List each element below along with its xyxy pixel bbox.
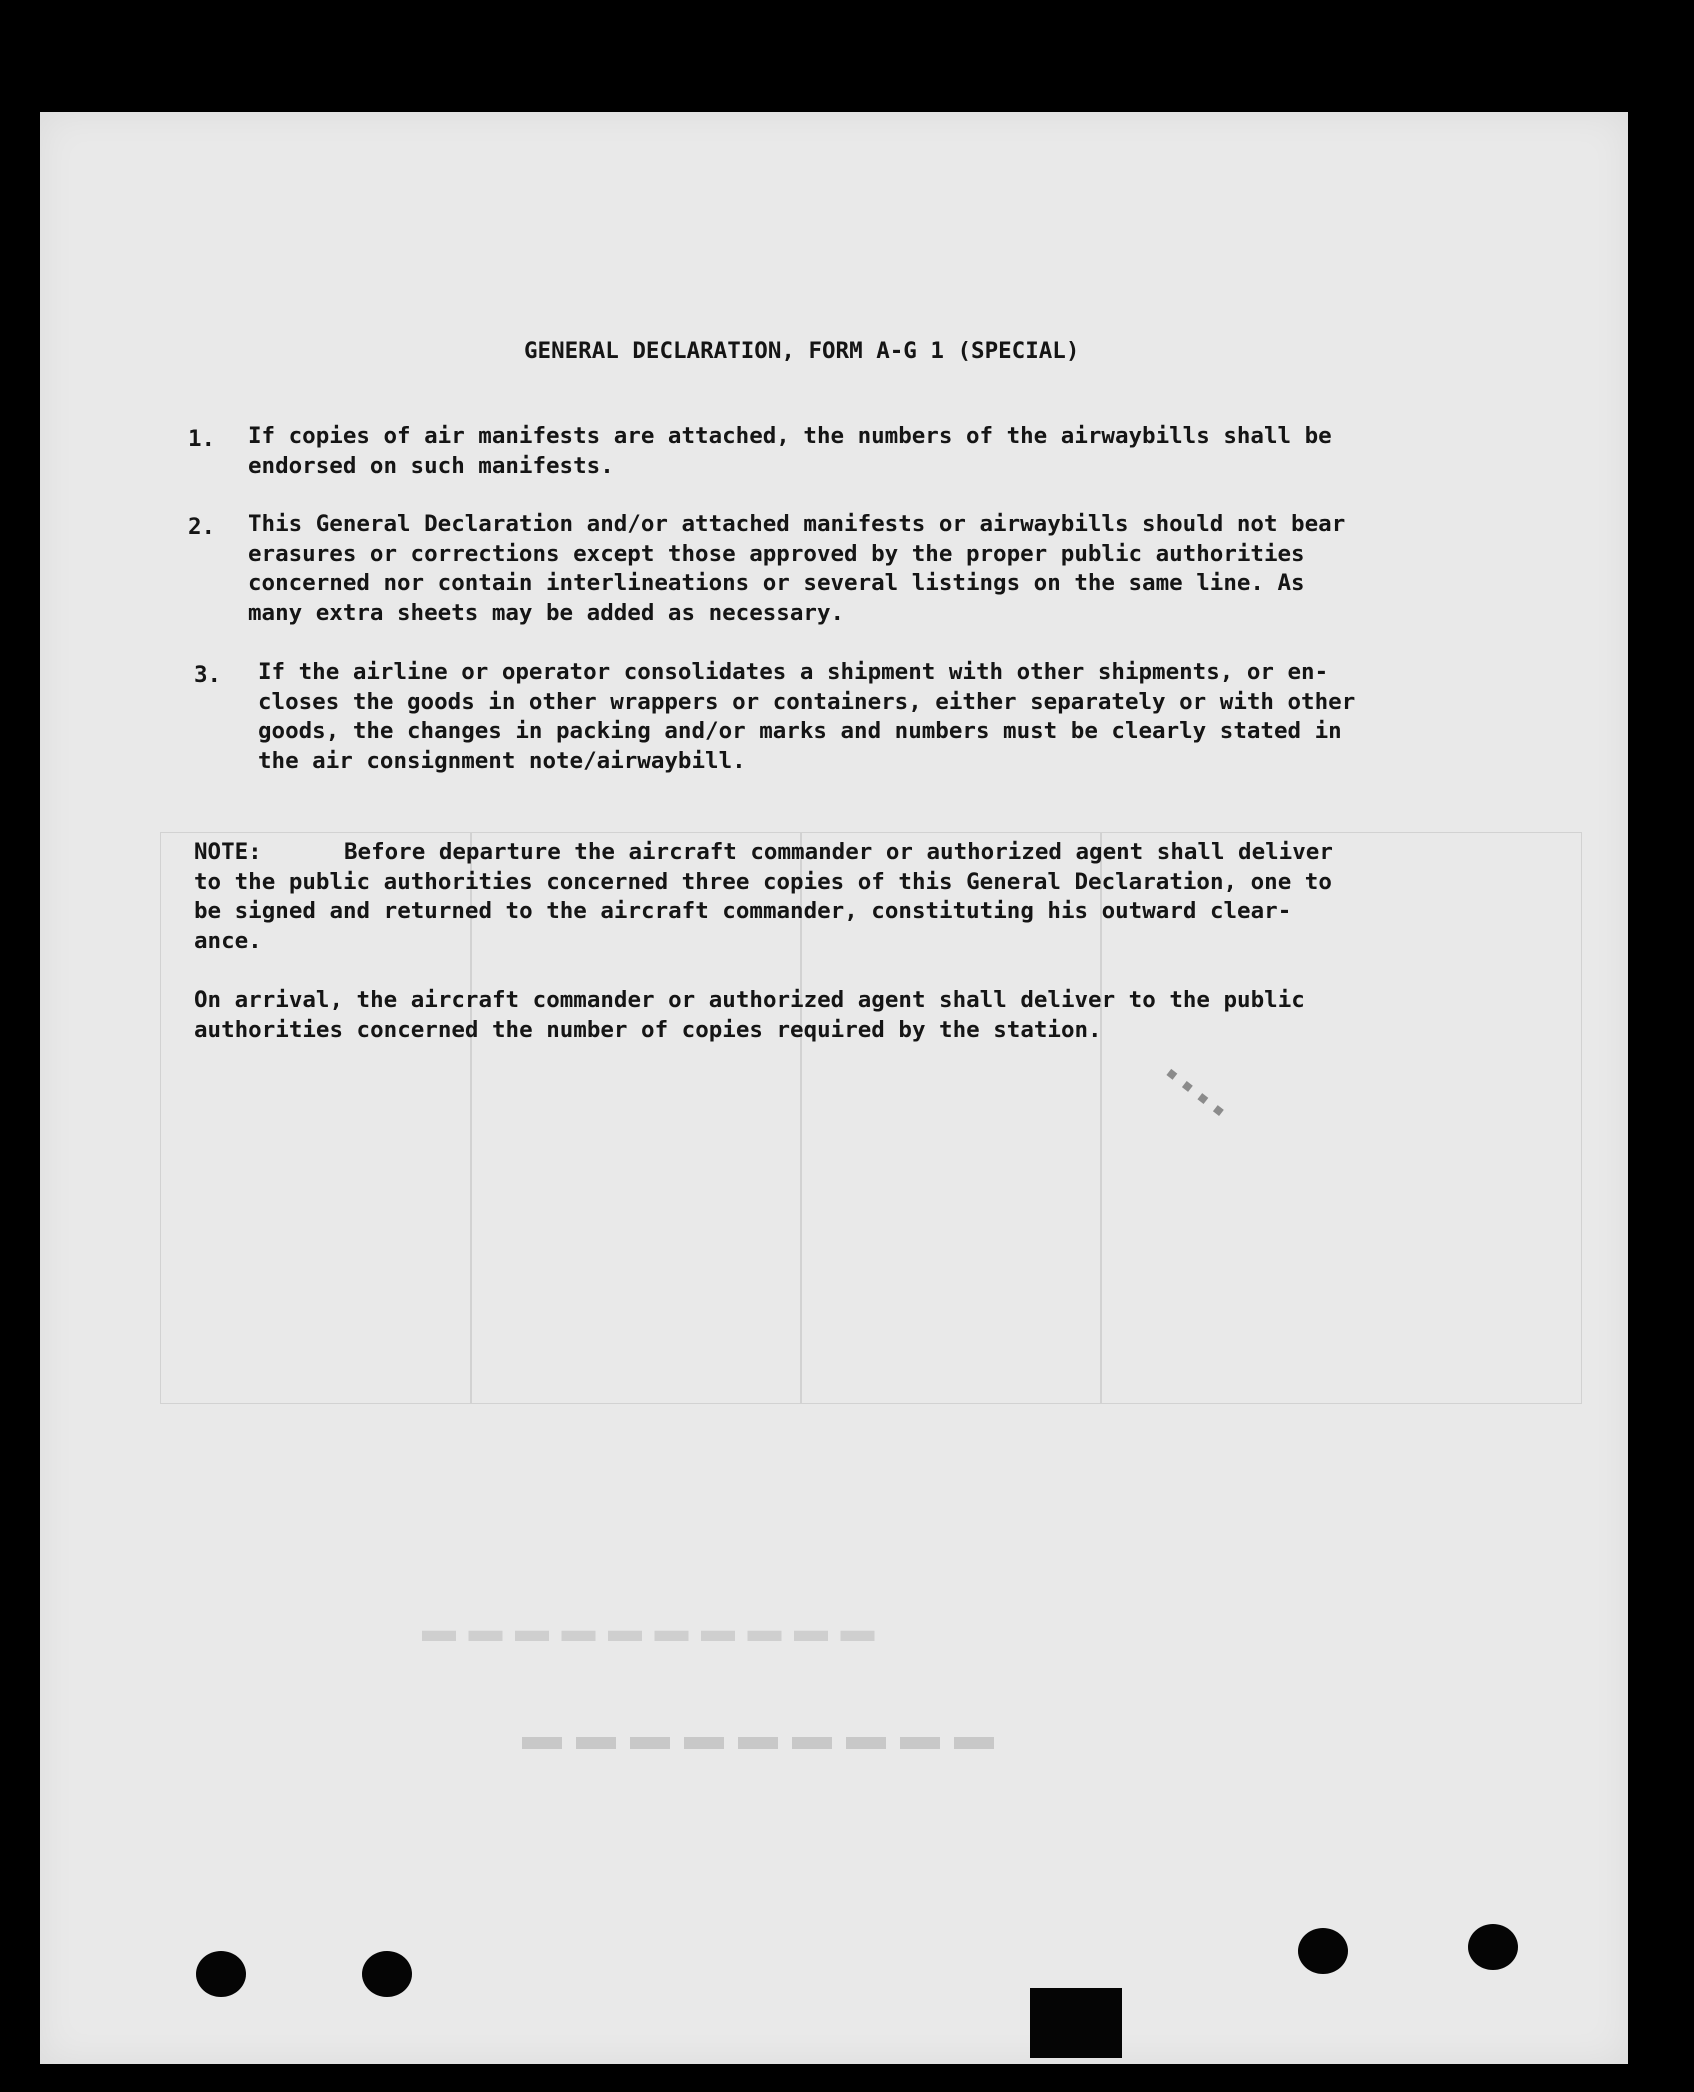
item-line: many extra sheets may be added as necessary. bbox=[248, 599, 845, 626]
note-paragraph bbox=[194, 838, 1524, 956]
item-number: 2. bbox=[188, 514, 216, 540]
note-line: Before departure the aircraft commander or authorized agent shall deliver bbox=[344, 839, 1333, 865]
arrival-line: authorities concerned the number of copies required by the station. bbox=[194, 1016, 1102, 1043]
bleed-through-text: ▬ ▬ ▬ ▬ ▬ ▬ ▬ ▬ ▬ ▬ bbox=[420, 1612, 875, 1649]
item-line: endorsed on such manifests. bbox=[248, 452, 614, 479]
item-line: If the airline or operator consolidates a shipment with other shipments, or en- bbox=[258, 659, 1329, 685]
punch-hole bbox=[1298, 1928, 1348, 1974]
list-item bbox=[258, 658, 1528, 776]
bleed-through-text: ▬ ▬ ▬ ▬ ▬ ▬ ▬ ▬ ▬ bbox=[520, 1713, 994, 1758]
arrival-paragraph bbox=[194, 986, 1524, 1045]
item-line: If copies of air manifests are attached, the numbers of the airwaybills shall be bbox=[248, 423, 1332, 449]
binding-tab bbox=[1030, 1988, 1122, 2058]
item-line: closes the goods in other wrappers or containers, either separately or with other bbox=[258, 688, 1356, 715]
item-line: the air consignment note/airwaybill. bbox=[258, 747, 746, 774]
document-page bbox=[40, 112, 1628, 2064]
punch-hole bbox=[1468, 1924, 1518, 1970]
item-number: 3. bbox=[194, 662, 222, 688]
item-line: erasures or corrections except those approved by the proper public authorities bbox=[248, 540, 1305, 567]
item-line: This General Declaration and/or attached manifests or airwaybills should not bear bbox=[248, 511, 1346, 537]
note-line: ance. bbox=[194, 927, 262, 954]
faint-stamp-mark: ■ ■ ■ ■ bbox=[1162, 1064, 1230, 1123]
item-line: concerned nor contain interlineations or several listings on the same line. As bbox=[248, 570, 1305, 596]
arrival-line: On arrival, the aircraft commander or authorized agent shall deliver to the public bbox=[194, 987, 1305, 1013]
note-label: NOTE: bbox=[194, 839, 262, 865]
page-title: GENERAL DECLARATION, FORM A-G 1 (SPECIAL) bbox=[524, 338, 1080, 364]
list-item bbox=[248, 422, 1518, 481]
punch-hole bbox=[196, 1951, 246, 1997]
item-number: 1. bbox=[188, 426, 216, 452]
item-line: goods, the changes in packing and/or marks and numbers must be clearly stated in bbox=[258, 718, 1342, 744]
list-item bbox=[248, 510, 1518, 628]
note-line: be signed and returned to the aircraft commander, constituting his outward clear- bbox=[194, 898, 1292, 924]
note-line: to the public authorities concerned three copies of this General Declaration, one to bbox=[194, 868, 1332, 895]
punch-hole bbox=[362, 1951, 412, 1997]
